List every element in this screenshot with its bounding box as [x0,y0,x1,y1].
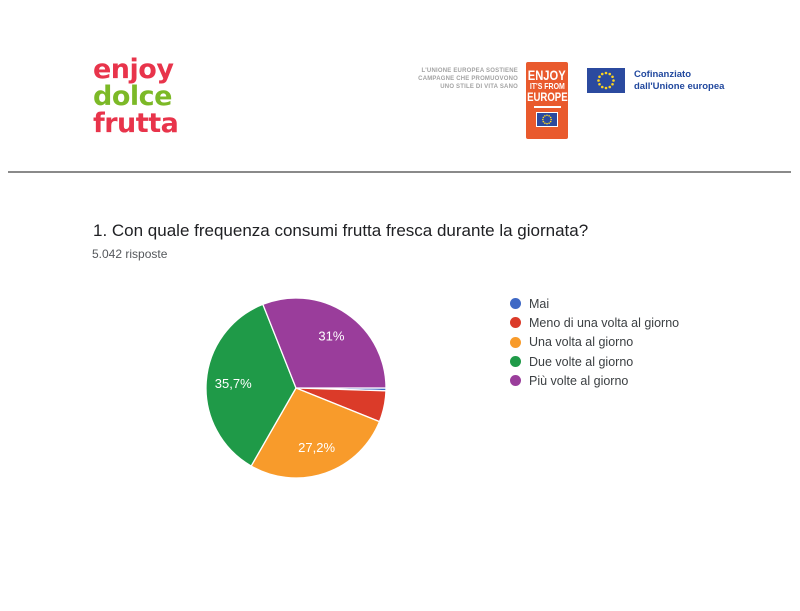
legend-color-dot [510,337,521,348]
chart-legend [510,294,679,390]
cofinance-line-1: Cofinanziato [634,69,691,80]
legend-color-dot [510,375,521,386]
header-divider [8,171,791,173]
legend-item-una-volta-al-giorno [510,333,679,352]
legend-item-label: Una volta al giorno [529,335,634,350]
badge-eu-flag-icon [536,112,558,127]
pie-chart [196,288,396,488]
legend-item-mai [510,294,679,313]
brand-logo [93,56,178,137]
enjoy-its-from-europe-badge [526,62,568,139]
eu-support-note-line: CAMPAGNE CHE PROMUOVONO [418,76,518,82]
responses-count: 5.042 risposte [92,247,168,261]
cofinance-label [634,69,724,93]
eu-support-note [418,67,518,91]
pie-slice-label-una-volta-al-giorno: 27,2% [298,440,336,455]
question-title: 1. Con quale frequenza consumi frutta fresca durante la giornata? [93,221,589,240]
badge-text-line: IT'S FROM [529,81,565,91]
brand-logo-line-1: enjoy [93,54,174,85]
badge-text-line: ENJOY [528,67,566,83]
eu-support-note-line: L'UNIONE EUROPEA SOSTIENE [421,68,518,74]
legend-color-dot [510,298,521,309]
legend-item-label: Più volte al giorno [529,373,629,388]
badge-underline [534,106,561,108]
pie-slice-label-piu-volte-al-giorno: 31% [318,328,345,344]
legend-item-due-volte-al-giorno [510,352,679,371]
eu-flag-icon [587,68,625,93]
brand-logo-line-2: dolce [93,81,172,112]
legend-item-meno-di-una-volta-al-giorno [510,313,679,332]
badge-text-line: EUROPE [526,90,568,104]
legend-item-label: Due volte al giorno [529,354,634,369]
legend-item-piu-volte-al-giorno [510,371,679,390]
eu-support-note-line: UNO STILE DI VITA SANO [440,84,518,90]
legend-item-label: Mai [529,296,550,311]
legend-item-label: Meno di una volta al giorno [529,315,680,330]
pie-slice-label-due-volte-al-giorno: 35,7% [214,376,252,391]
cofinance-line-2: dall'Unione europea [634,81,725,92]
legend-color-dot [510,356,521,367]
brand-logo-line-3: frutta [93,108,179,139]
legend-color-dot [510,317,521,328]
